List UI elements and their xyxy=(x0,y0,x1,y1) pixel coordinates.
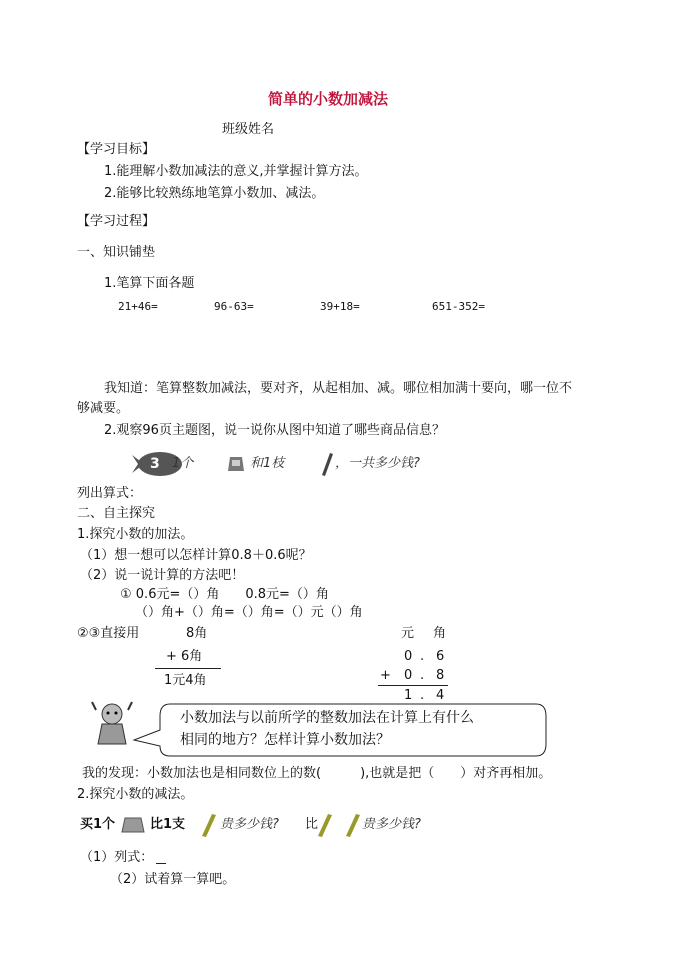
bubble-line-1: 小数加法与以前所学的整数加法在计算上有什么 xyxy=(180,710,474,726)
buy-text-2: 比1支 xyxy=(150,817,186,832)
part1-q2: 2.观察96页主题图，说一说你从图中知道了哪些商品信息？ xyxy=(104,423,445,438)
buy-text-4: 比 xyxy=(305,817,319,832)
finding-text: 我的发现：小数加法也是相同数位上的数( ),也就是把（ ）对齐再相加。 xyxy=(82,766,552,781)
problem-1: 21+46= xyxy=(118,300,158,313)
direct-label: ②③直接用 xyxy=(77,626,140,641)
buy-text-1: 买1个 xyxy=(80,817,116,832)
banner-text-1: 1个 xyxy=(172,456,194,471)
formula-label: 列出算式： xyxy=(77,486,143,501)
process-heading: 【学习过程】 xyxy=(77,214,156,229)
goal-item-1: 1.能理解小数加减法的意义,并掌握计算方法。 xyxy=(104,164,368,179)
part1-heading: 一、知识铺垫 xyxy=(77,245,156,260)
part2-s2: 2.探究小数的减法。 xyxy=(77,787,194,802)
problem-4: 651-352= xyxy=(432,300,485,313)
banner-text-3: ，一共多少钱? xyxy=(335,456,420,471)
vert-left-row-3: 1元4角 xyxy=(164,673,207,688)
part2-s2-b: （2）试着算一算吧。 xyxy=(110,872,236,887)
buy-comparison xyxy=(80,812,440,838)
vert-left-row-1: 8角 xyxy=(186,626,208,641)
formula-blank xyxy=(156,863,166,864)
part1-q1: 1.笔算下面各题 xyxy=(104,276,195,291)
vert-right-r2b: 8 xyxy=(436,668,445,683)
speech-bubble xyxy=(130,700,550,760)
know-line-1: 我知道：笔算整数加减法，要对齐，从起相加、减。哪位相加满十要向，哪一位不 xyxy=(104,381,573,396)
vert-right-r2a: 0 xyxy=(404,668,413,683)
conversion-line-1: ① 0.6元=（）角 0.8元=（）角 xyxy=(120,587,329,602)
banner-number: 3 xyxy=(150,456,160,472)
problem-2: 96-63= xyxy=(214,300,254,313)
shopping-banner xyxy=(130,449,460,479)
goal-item-2: 2.能够比较熟练地笔算小数加、减法。 xyxy=(104,186,325,201)
part2-heading: 二、自主探究 xyxy=(77,506,156,521)
vert-right-r3b: 4 xyxy=(436,688,445,703)
part2-s1-a: （1）想一想可以怎样计算0.8＋0.6呢？ xyxy=(80,548,312,563)
part2-s1: 1.探究小数的加法。 xyxy=(77,527,194,542)
class-name-label: 班级姓名 xyxy=(222,122,275,137)
page-title: 简单的小数加减法 xyxy=(268,90,389,108)
part2-s2-a: （1）列式： xyxy=(80,850,154,865)
vert-left-rule xyxy=(155,668,221,669)
buy-text-3: 贵多少钱? xyxy=(220,817,279,832)
bubble-line-2: 相同的地方？怎样计算小数加法？ xyxy=(180,732,390,748)
banner-text-2: 和1枝 xyxy=(250,456,285,471)
vert-right-op: + xyxy=(380,668,391,683)
goals-heading: 【学习目标】 xyxy=(77,142,156,157)
conversion-line-2: （）角+（）角=（）角=（）元（）角 xyxy=(135,605,363,620)
vert-right-head-yuan: 元 xyxy=(401,626,415,641)
vert-right-head-jiao: 角 xyxy=(433,626,447,641)
part2-s1-b: （2）说一说计算的方法吧！ xyxy=(80,568,245,583)
vert-right-rule xyxy=(378,685,448,686)
buy-text-5: 贵多少钱? xyxy=(362,817,421,832)
know-line-2: 够减要。 xyxy=(77,401,130,416)
problem-3: 39+18= xyxy=(320,300,360,313)
vert-right-r1a: 0 xyxy=(404,649,413,664)
vert-right-r1b: 6 xyxy=(436,649,445,664)
vert-right-r3a: 1 xyxy=(404,688,413,703)
character-illustration xyxy=(90,700,135,748)
vert-left-row-2: + 6角 xyxy=(166,649,203,664)
cartoon-girl-icon xyxy=(90,700,135,748)
